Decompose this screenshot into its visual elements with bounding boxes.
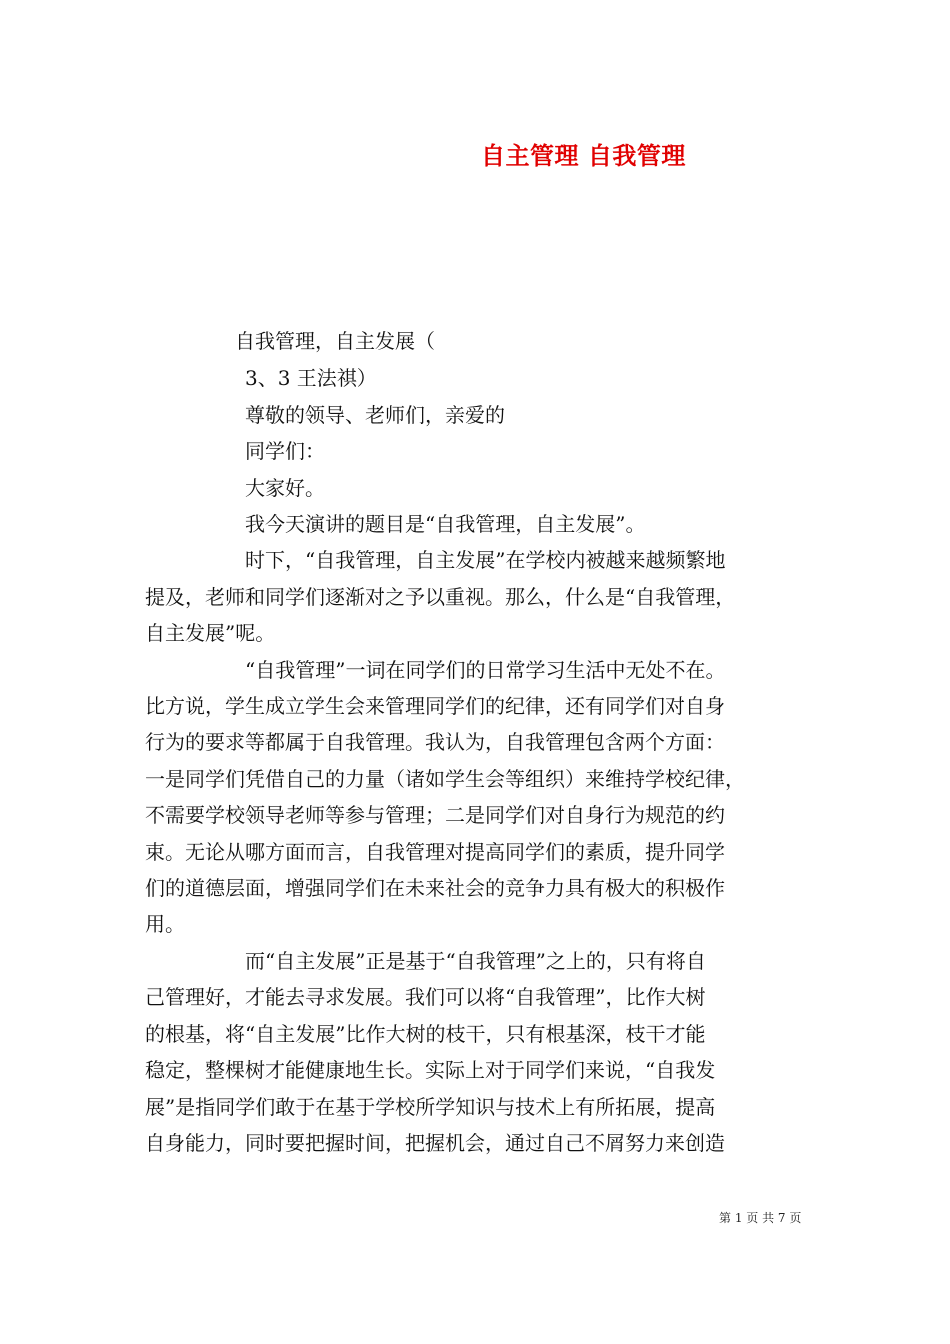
body-line: 时下，“自我管理，自主发展”在学校内被越来越频繁地 xyxy=(245,548,726,572)
body-line: 比方说，学生成立学生会来管理同学们的纪律，还有同学们对自身 xyxy=(145,694,725,718)
body-line: 自我管理，自主发展（ xyxy=(235,329,435,353)
body-line: 我今天演讲的题目是“自我管理，自主发展”。 xyxy=(245,512,646,536)
body-line: 同学们： xyxy=(245,439,325,463)
body-line: “自我管理”一词在同学们的日常学习生活中无处不在。 xyxy=(245,658,726,682)
body-line: 展”是指同学们敢于在基于学校所学知识与技术上有所拓展，提高 xyxy=(145,1095,716,1119)
body-line: 自身能力，同时要把握时间，把握机会，通过自己不屑努力来创造 xyxy=(145,1131,725,1155)
body-line: 的根基，将“自主发展”比作大树的枝干，只有根基深，枝干才能 xyxy=(145,1022,706,1046)
body-line: 大家好。 xyxy=(245,476,325,500)
body-line: 稳定，整棵树才能健康地生长。实际上对于同学们来说，“自我发 xyxy=(145,1058,716,1082)
body-line: 提及，老师和同学们逐渐对之予以重视。那么，什么是“自我管理， xyxy=(145,585,736,609)
document-title: 自主管理 自我管理 xyxy=(481,141,686,170)
body-line: 3、3 王法祺） xyxy=(245,366,377,390)
body-line: 不需要学校领导老师等参与管理；二是同学们对自身行为规范的约 xyxy=(145,803,725,827)
body-line: 们的道德层面，增强同学们在未来社会的竞争力具有极大的积极作 xyxy=(145,876,725,900)
page-number: 第 1 页 共 7 页 xyxy=(719,1211,802,1225)
body-line: 行为的要求等都属于自我管理。我认为，自我管理包含两个方面： xyxy=(145,730,725,754)
body-line: 自主发展”呢。 xyxy=(145,621,276,645)
body-line: 束。无论从哪方面而言，自我管理对提高同学们的素质，提升同学 xyxy=(145,840,725,864)
body-line: 而“自主发展”正是基于“自我管理”之上的，只有将自 xyxy=(245,949,706,973)
body-line: 尊敬的领导、老师们，亲爱的 xyxy=(245,403,505,427)
body-line: 一是同学们凭借自己的力量（诸如学生会等组织）来维持学校纪律， xyxy=(145,767,745,791)
body-line: 用。 xyxy=(145,912,185,936)
body-line: 己管理好，才能去寻求发展。我们可以将“自我管理”，比作大树 xyxy=(145,985,706,1009)
